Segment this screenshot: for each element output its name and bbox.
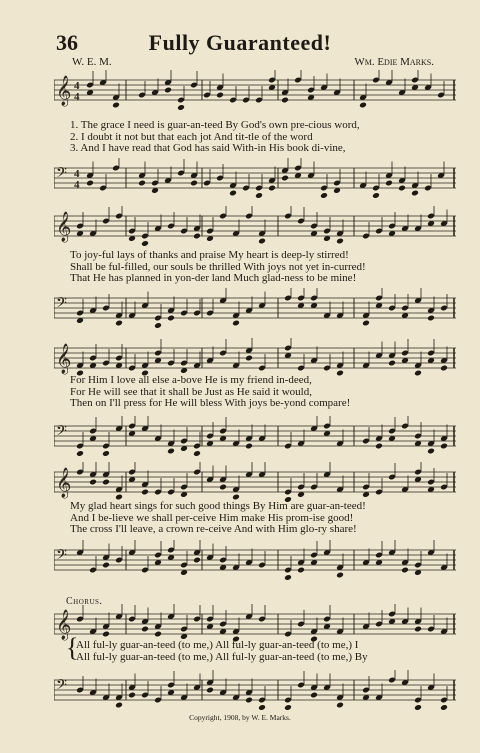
note-head (206, 687, 214, 694)
bass-staff (54, 158, 456, 198)
note-head (141, 240, 149, 246)
verse-2-line: And I be-lieve we shall per-ceive Him make His prom-ise good! (70, 511, 354, 524)
chorus-label: Chorus. (66, 596, 103, 607)
note-head (375, 443, 383, 450)
verse-lyrics-block (70, 375, 456, 410)
note-head (177, 104, 185, 110)
note-head (284, 574, 292, 580)
treble-staff (54, 338, 456, 378)
treble-clef-icon: 𝄞 (56, 76, 72, 106)
bass-staff (54, 670, 456, 710)
verse-lyrics-block (70, 250, 456, 285)
note-head (359, 102, 367, 109)
verse-2-line: Shall be ful-filled, our souls be thrilled With joys not yet in-curred! (70, 260, 366, 273)
treble-staff (54, 70, 456, 110)
note-head (102, 562, 110, 569)
note-head (255, 192, 263, 198)
note-head (141, 489, 149, 496)
bass-clef-icon: 𝄢 (56, 165, 67, 185)
note-head (76, 450, 84, 456)
chorus-brace: { (66, 633, 79, 662)
bass-staff (54, 288, 456, 328)
verse-3-line: Then on I'll press for He will bless With joys be-yond compare! (70, 397, 351, 409)
note-head (232, 320, 240, 327)
note-head (398, 185, 406, 192)
note-head (297, 567, 305, 574)
note-head (281, 97, 289, 104)
bass-clef-icon: 𝄢 (56, 677, 67, 697)
note-head (167, 448, 175, 455)
verse-3-line: That He has planned in yon-der land Much glad-ness to be mine! (70, 272, 357, 284)
verse-2-line: For He will see that it shall be Just as He said it would, (70, 385, 312, 398)
note-head (89, 479, 97, 486)
note-head (193, 233, 201, 240)
hymn-title: Fully Guaranteed! (148, 30, 332, 55)
note-head (193, 557, 201, 564)
note-head (115, 320, 123, 327)
note-head (154, 322, 162, 328)
note-head (336, 572, 344, 579)
note-head (164, 87, 172, 94)
bass-clef-icon: 𝄢 (56, 423, 67, 443)
note-head (372, 192, 380, 198)
note-head (268, 185, 276, 192)
time-signature: 4 (74, 80, 80, 92)
verse-1-line: To joy-ful lays of thanks and praise My heart is deep-ly stirred! (70, 249, 349, 261)
note-head (427, 448, 435, 455)
treble-clef-icon: 𝄞 (56, 344, 72, 374)
note-head (245, 355, 253, 362)
note-head (427, 315, 435, 322)
treble-clef-icon: 𝄞 (56, 610, 72, 640)
note-head (411, 190, 419, 197)
note-head (112, 102, 120, 109)
bass-clef-icon: 𝄢 (56, 295, 67, 315)
verse-lyrics-block (70, 120, 456, 155)
note-head (138, 180, 146, 187)
treble-staff (54, 462, 456, 502)
bass-staff (54, 416, 456, 456)
note-head (362, 320, 370, 327)
note-head (284, 704, 292, 710)
verse-1-line: My glad heart sings for such good things By Him are guar-an-teed! (70, 500, 366, 512)
treble-clef-icon: 𝄞 (56, 468, 72, 498)
note-head (86, 180, 94, 187)
note-head (190, 180, 198, 187)
note-head (336, 702, 344, 709)
note-head (219, 484, 227, 491)
note-head (320, 192, 328, 198)
note-head (229, 190, 237, 197)
verse-1-line: 1. The grace I need is guar-an-teed By God's own pre-cious word, (70, 119, 360, 131)
note-head (128, 692, 136, 699)
chorus-line-1: All ful-ly guar-an-teed (to me,) All ful-ly guar-an-teed (to me,) I (76, 639, 359, 651)
note-head (440, 443, 448, 450)
note-head (245, 697, 253, 704)
note-head (115, 702, 123, 709)
verse-3-line: The cross I'll leave, a crown re-ceive And with Him glo-ry share! (70, 523, 357, 535)
chorus-line-2: All ful-ly guar-an-teed (to me,) All ful-ly guar-an-teed (to me,) By (76, 650, 368, 663)
verse-1-line: For Him I love all else a-bove He is my friend in-deed, (70, 374, 312, 386)
note-head (102, 631, 110, 638)
note-head (401, 567, 409, 574)
note-head (102, 479, 110, 486)
verse-2-line: 2. I doubt it not but that each jot And tit-tle of the word (70, 130, 313, 143)
note-head (336, 238, 344, 245)
bass-clef-icon: 𝄢 (56, 547, 67, 567)
note-head (154, 631, 162, 638)
verse-lyrics-block (70, 501, 456, 536)
note-head (440, 704, 448, 710)
note-head (310, 692, 318, 699)
note-head (388, 360, 396, 367)
note-head (167, 315, 175, 322)
note-head (440, 365, 448, 372)
lyricist-credit: W. E. M. (72, 56, 112, 68)
time-signature: 4 (74, 168, 80, 180)
treble-staff (54, 604, 456, 644)
note-head (414, 626, 422, 633)
treble-clef-icon: 𝄞 (56, 212, 72, 242)
note-head (258, 704, 266, 710)
verse-3-line: 3. And I have read that God has said With-in His book di-vine, (70, 142, 346, 154)
note-head (141, 626, 149, 633)
note-head (385, 180, 393, 187)
time-signature: 4 (74, 179, 80, 191)
treble-staff (54, 206, 456, 246)
composer-credit: Wm. Edie Marks. (354, 56, 434, 68)
chorus-lyrics-block (76, 640, 456, 663)
note-head (258, 238, 266, 245)
note-head (414, 704, 422, 710)
note-head (216, 92, 224, 99)
note-head (281, 175, 289, 182)
note-head (193, 450, 201, 456)
note-head (245, 443, 253, 450)
page-number: 36 (56, 30, 78, 55)
note-head (102, 450, 110, 456)
time-signature: 4 (74, 91, 80, 103)
copyright-notice: Copyright, 1908, by W. E. Marks. (189, 713, 291, 722)
bass-staff (54, 540, 456, 580)
